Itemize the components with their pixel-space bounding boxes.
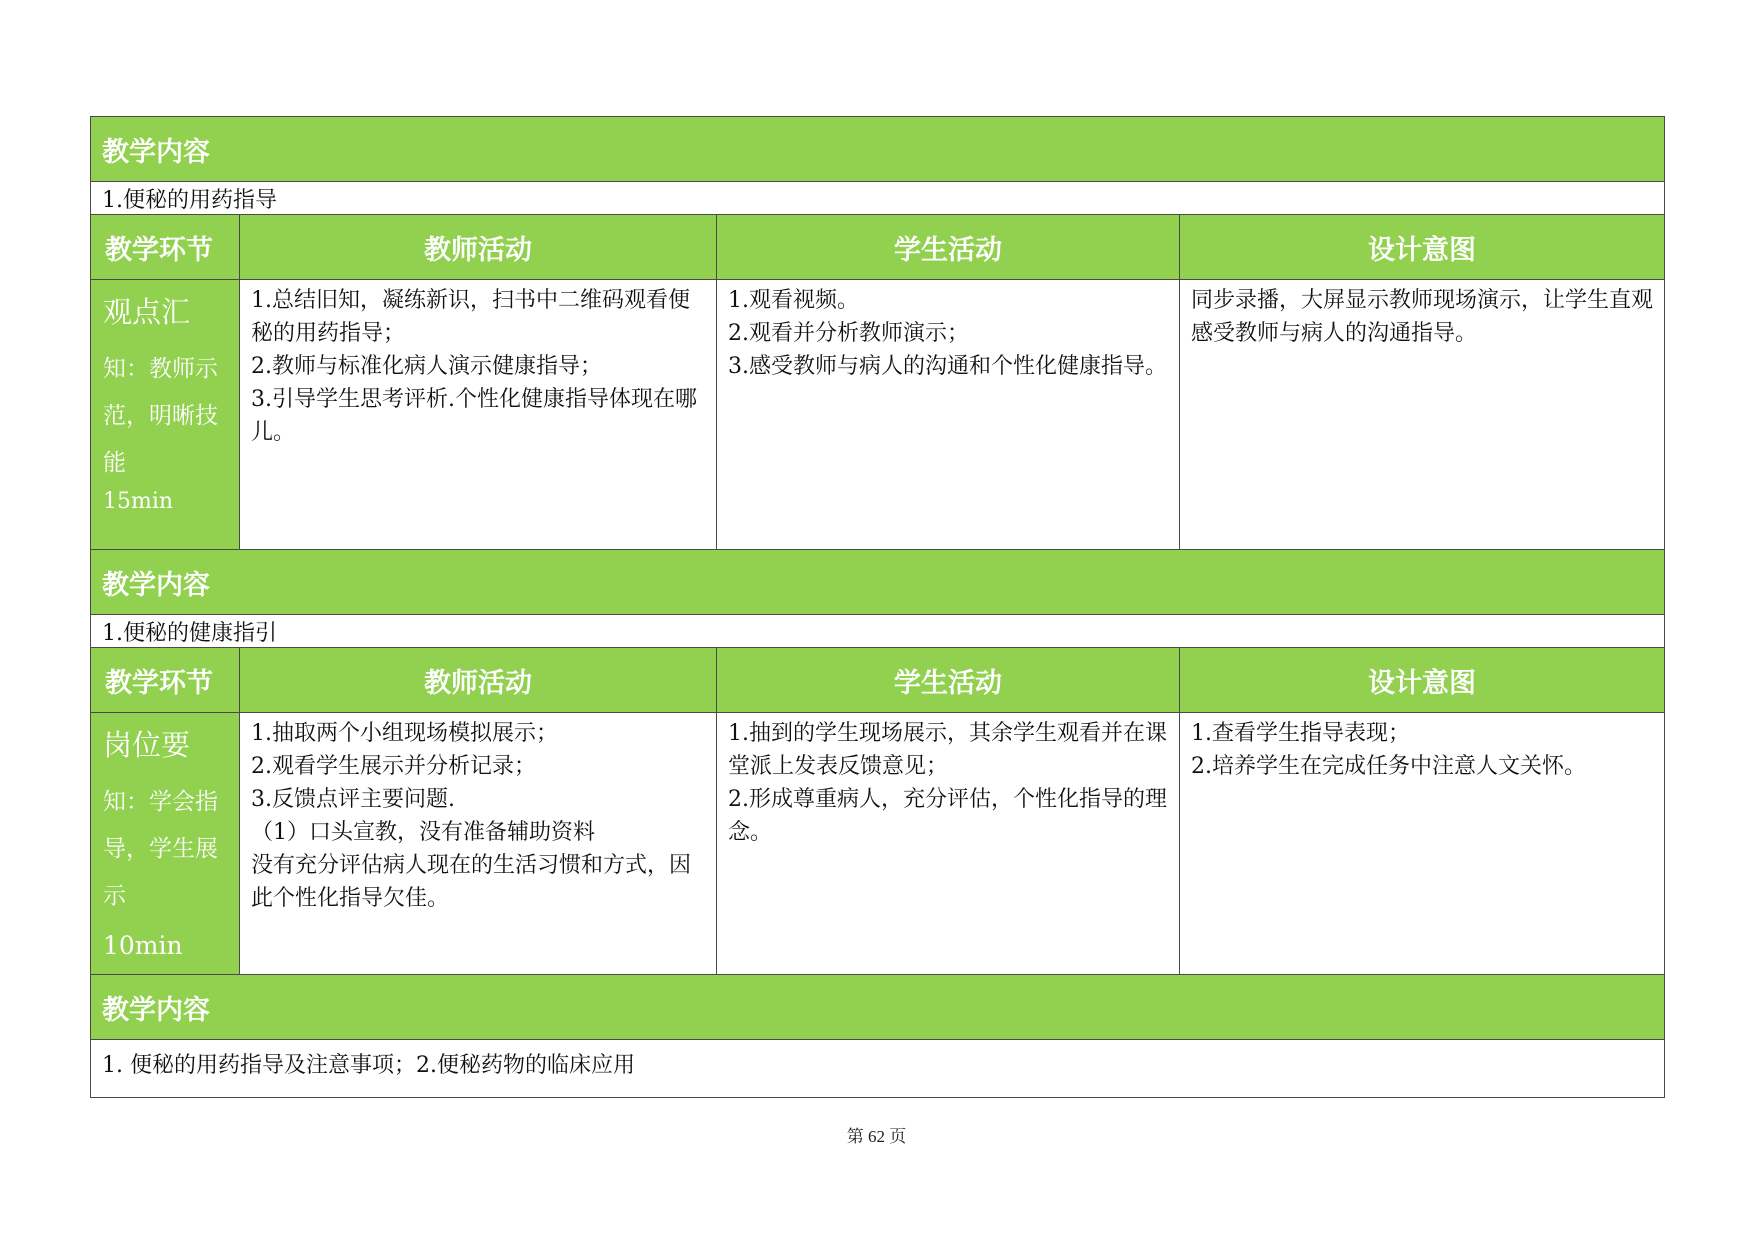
student-item: 1.抽到的学生现场展示，其余学生观看并在课堂派上发表反馈意见； — [728, 721, 1167, 779]
content-row — [91, 182, 1665, 215]
design-item: 同步录播，大屏显示教师现场演示，让学生直观感受教师与病人的沟通指导。 — [1191, 288, 1654, 346]
section-header-row — [91, 117, 1665, 182]
teacher-item: （1）口头宣教，没有准备辅助资料 — [251, 820, 595, 845]
teacher-item: 1.抽取两个小组现场模拟展示； — [251, 721, 558, 746]
page-suffix: 页 — [889, 1127, 907, 1146]
page-footer — [0, 1122, 1753, 1147]
section-title: 教学内容 — [91, 975, 1665, 1040]
col-stage-header: 教学环节 — [91, 648, 240, 713]
stage-duration: 10min — [103, 931, 183, 960]
design-intent-cell — [1180, 713, 1665, 975]
stage-title: 观点汇 — [103, 295, 191, 329]
teacher-item: 3.反馈点评主要问题. — [251, 787, 455, 812]
col-teacher-header: 教师活动 — [240, 215, 717, 280]
col-stage-header: 教学环节 — [91, 215, 240, 280]
design-item: 2.培养学生在完成任务中注意人文关怀。 — [1191, 754, 1586, 779]
student-item: 2.观看并分析教师演示； — [728, 321, 969, 346]
student-activity-cell — [717, 713, 1180, 975]
teacher-activity-cell — [240, 280, 717, 550]
student-activity-cell — [717, 280, 1180, 550]
col-student-header: 学生活动 — [717, 215, 1180, 280]
stage-duration: 15min — [103, 489, 174, 514]
column-header-row — [91, 215, 1665, 280]
teacher-item: 2.观看学生展示并分析记录； — [251, 754, 536, 779]
content-text: 1.便秘的用药指导 — [91, 182, 1665, 215]
section-title: 教学内容 — [91, 550, 1665, 615]
design-intent-cell — [1180, 280, 1665, 550]
teacher-item: 没有充分评估病人现在的生活习惯和方式，因此个性化指导欠佳。 — [251, 853, 692, 911]
col-design-header: 设计意图 — [1180, 215, 1665, 280]
section-title: 教学内容 — [91, 117, 1665, 182]
stage-description: 知：学会指导，学生展示 — [103, 789, 218, 909]
teacher-item: 2.教师与标准化病人演示健康指导； — [251, 354, 602, 379]
teacher-item: 3.引导学生思考评析.个性化健康指导体现在哪儿。 — [251, 387, 697, 445]
stage-title: 岗位要 — [103, 728, 191, 762]
stage-cell — [91, 280, 240, 550]
page-prefix: 第 — [846, 1127, 864, 1146]
content-row — [91, 615, 1665, 648]
stage-cell — [91, 713, 240, 975]
col-student-header: 学生活动 — [717, 648, 1180, 713]
activity-row — [91, 280, 1665, 550]
stage-description: 知：教师示范，明晰技能 — [103, 356, 218, 476]
page-number: 62 — [868, 1127, 885, 1146]
student-item: 1.观看视频。 — [728, 288, 859, 313]
content-row — [91, 1040, 1665, 1098]
section-header-row — [91, 975, 1665, 1040]
col-design-header: 设计意图 — [1180, 648, 1665, 713]
design-item: 1.查看学生指导表现； — [1191, 721, 1410, 746]
content-text: 1.便秘的健康指引 — [91, 615, 1665, 648]
section-header-row — [91, 550, 1665, 615]
lesson-plan-table — [90, 116, 1665, 1098]
teacher-activity-cell — [240, 713, 717, 975]
activity-row — [91, 713, 1665, 975]
column-header-row — [91, 648, 1665, 713]
student-item: 3.感受教师与病人的沟通和个性化健康指导。 — [728, 354, 1167, 379]
student-item: 2.形成尊重病人，充分评估，个性化指导的理念。 — [728, 787, 1167, 845]
col-teacher-header: 教师活动 — [240, 648, 717, 713]
teacher-item: 1.总结旧知，凝练新识，扫书中二维码观看便秘的用药指导； — [251, 288, 690, 346]
content-text: 1. 便秘的用药指导及注意事项；2.便秘药物的临床应用 — [91, 1040, 1665, 1098]
